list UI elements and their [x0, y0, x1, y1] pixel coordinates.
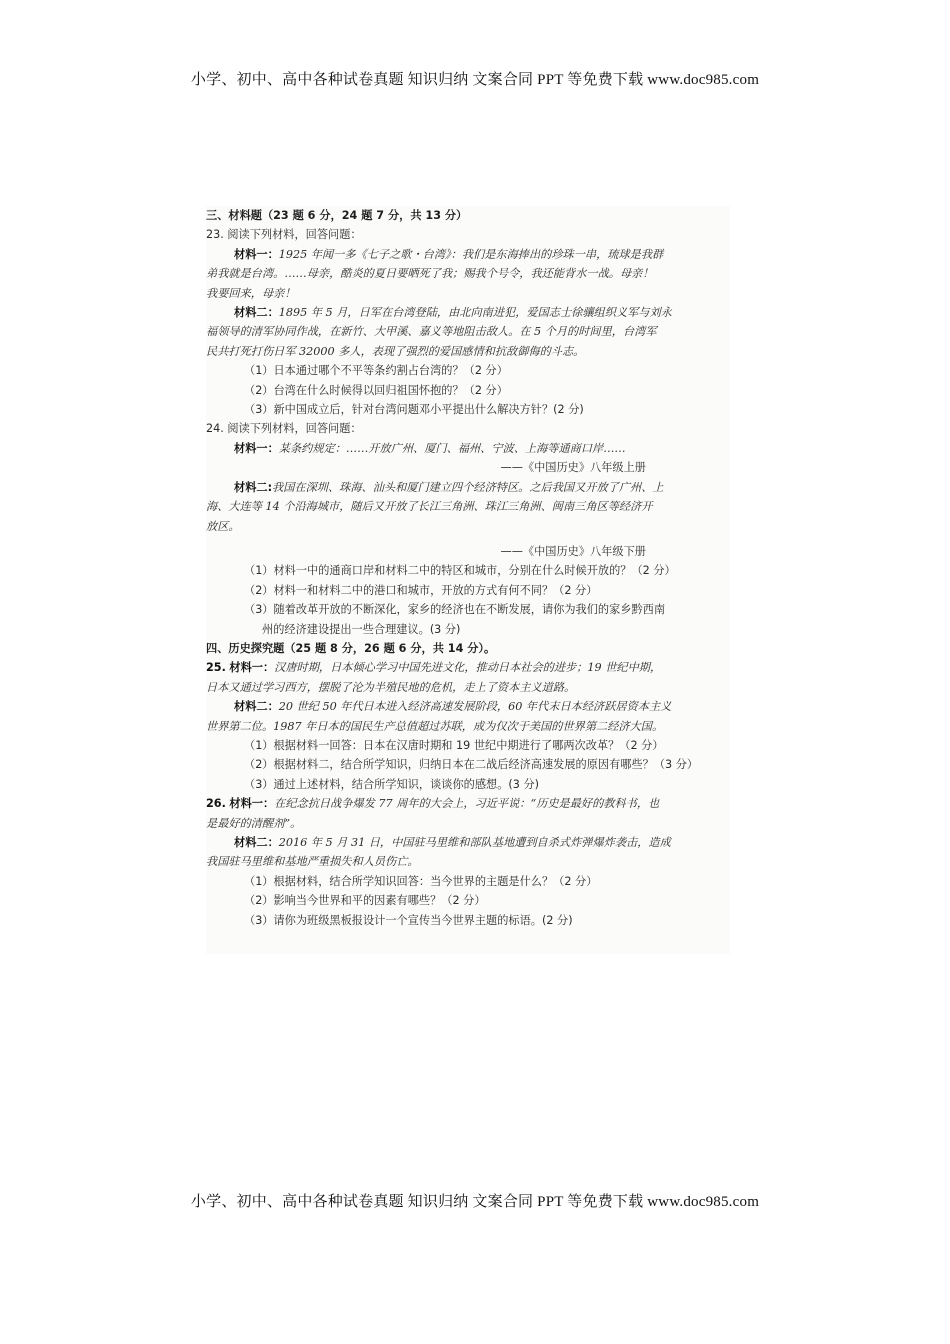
q25-material-2: 材料二：20 世纪 50 年代日本进入经济高速发展阶段，60 年代末日本经济跃居资本主义 — [234, 700, 672, 714]
material-label: 材料二： — [234, 836, 279, 849]
q26-sub-2: （2）影响当今世界和平的因素有哪些？（2 分） — [244, 894, 486, 908]
q25-material-2-cont: 世界第二位。1987 年日本的国民生产总值超过苏联，成为仅次于美国的世界第二经济大国。 — [206, 719, 664, 733]
q26-material-1-cont: 是最好的清醒剂”。 — [206, 816, 302, 830]
q26-material-1: 26. 材料一：在纪念抗日战争爆发 77 周年的大会上，习近平说：“历史是最好的教科书，也 — [206, 797, 660, 811]
q25-material-1-cont: 日本又通过学习西方，摆脱了沦为半殖民地的危机，走上了资本主义道路。 — [206, 680, 576, 694]
q26-sub-1: （1）根据材料，结合所学知识回答：当今世界的主题是什么？（2 分） — [244, 874, 598, 888]
q24-sub-3: （3）随着改革开放的不断深化，家乡的经济也在不断发展，请你为我们的家乡黔西南 — [244, 603, 666, 617]
material-label: 材料一： — [229, 797, 275, 811]
q26-material-2-cont: 我国驻马里维和基地严重损失和人员伤亡。 — [206, 855, 419, 869]
q23-material-1-cont: 弟我就是台湾。……母亲，酷炎的夏日要晒死了我；赐我个号令，我还能背水一战。母亲！ — [206, 267, 654, 281]
scanned-exam-page — [206, 206, 730, 954]
q24-material-2: 材料二:我国在深圳、珠海、汕头和厦门建立四个经济特区。之后我国又开放了广州、上 — [234, 480, 664, 494]
q23-material-2: 材料二：1895 年 5 月，日军在台湾登陆，由北向南进犯，爱国志士徐骧组织义军与刘永 — [234, 306, 672, 320]
q23-sub-1: （1）日本通过哪个不平等条约割占台湾的？（2 分） — [244, 364, 508, 378]
q25-material-1: 25. 材料一：汉唐时期，日本倾心学习中国先进文化，推动日本社会的进步；19 世纪中期， — [206, 661, 662, 675]
q24-source-2: ——《中国历史》八年级下册 — [500, 544, 646, 558]
q26-material-2: 材料二：2016 年 5 月 31 日，中国驻马里维和部队基地遭到自杀式炸弹爆炸袭击，造成 — [234, 836, 671, 849]
material-label: 材料一： — [234, 441, 279, 455]
q24-material-2-cont: 放区。 — [206, 519, 240, 533]
q23-material-1: 材料一：1925 年闻一多《七子之歌・台湾》：我们是东海捧出的珍珠一串，琉球是我群 — [234, 247, 664, 261]
q23-material-1-cont: 我要回来，母亲！ — [206, 286, 296, 300]
q26-sub-3: （3）请你为班级黑板报设计一个宣传当今世界主题的标语。(2 分) — [244, 913, 573, 927]
q23-material-2-cont: 民共打死打伤日军 32000 多人，表现了强烈的爱国感情和抗敌御侮的斗志。 — [206, 344, 585, 358]
page-header: 小学、初中、高中各种试卷真题 知识归纳 文案合同 PPT 等免费下载 www.doc985.com — [190, 72, 760, 88]
section-4-title: 四、历史探究题（25 题 8 分，26 题 6 分，共 14 分）。 — [206, 641, 496, 655]
page-footer: 小学、初中、高中各种试卷真题 知识归纳 文案合同 PPT 等免费下载 www.doc985.com — [190, 1194, 760, 1210]
q24-material-2-cont: 海、大连等 14 个沿海城市，随后又开放了长江三角洲、珠江三角洲、闽南三角区等经济开 — [206, 500, 653, 514]
q24-stem: 24. 阅读下列材料，回答问题： — [206, 422, 362, 436]
q24-source-1: ——《中国历史》八年级上册 — [500, 461, 646, 475]
q24-sub-3-cont: 州的经济建设提出一些合理建议。(3 分) — [262, 622, 461, 636]
q25-sub-2: （2）根据材料二，结合所学知识，归纳日本在二战后经济高速发展的原因有哪些？（3 分） — [244, 758, 699, 772]
material-label: 材料一： — [234, 247, 279, 261]
material-label: 材料二： — [234, 700, 279, 714]
section-3-title: 三、材料题（23 题 6 分，24 题 7 分，共 13 分） — [206, 209, 468, 222]
q25-sub-1: （1）根据材料一回答：日本在汉唐时期和 19 世纪中期进行了哪两次改革？（2 分） — [244, 738, 664, 752]
q24-sub-2: （2）材料一和材料二中的港口和城市，开放的方式有何不同？（2 分） — [244, 583, 598, 597]
q23-stem: 23. 阅读下列材料，回答问题： — [206, 228, 362, 242]
q23-material-2-cont: 福领导的清军协同作战，在新竹、大甲溪、嘉义等地阻击敌人。在 5 个月的时间里，台湾军 — [206, 325, 657, 339]
material-label: 材料二: — [234, 480, 273, 494]
q23-sub-2: （2）台湾在什么时候得以回归祖国怀抱的？（2 分） — [244, 383, 508, 397]
q24-sub-1: （1）材料一中的通商口岸和材料二中的特区和城市，分别在什么时候开放的？（2 分） — [244, 564, 676, 578]
q25-sub-3: （3）通过上述材料，结合所学知识，谈谈你的感想。(3 分) — [244, 777, 540, 791]
q24-material-1: 材料一：某条约规定：……开放广州、厦门、福州、宁波、上海等通商口岸…… — [234, 441, 626, 455]
material-label: 材料一： — [229, 661, 275, 675]
material-label: 材料二： — [234, 306, 279, 320]
q23-sub-3: （3）新中国成立后，针对台湾问题邓小平提出什么解决方针？(2 分) — [244, 403, 584, 417]
